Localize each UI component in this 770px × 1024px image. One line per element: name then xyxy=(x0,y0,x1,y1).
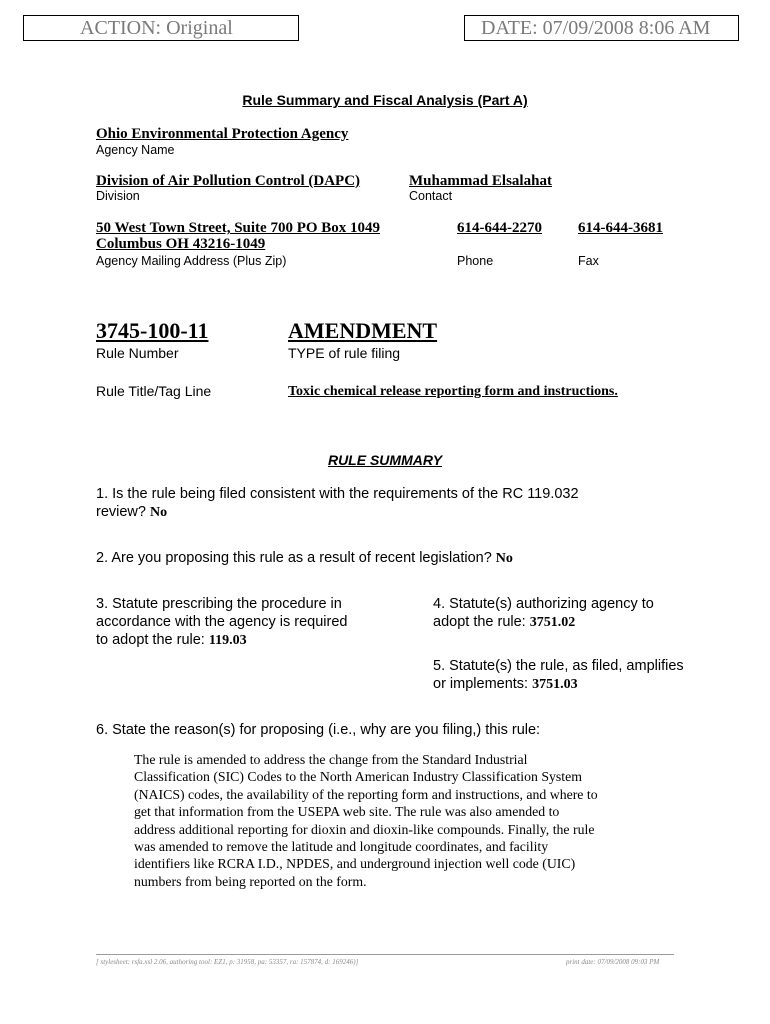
question-3-line-2: accordance with the agency is required xyxy=(96,614,348,630)
address-line-2: Columbus OH 43216-1049 xyxy=(96,236,266,252)
question-3 xyxy=(96,595,416,650)
question-4 xyxy=(433,595,733,632)
contact-name: Muhammad Elsalahat xyxy=(409,173,552,189)
question-1-line-1: 1. Is the rule being filed consistent with the requirements of the RC 119.032 xyxy=(96,486,579,502)
question-4-line-1: 4. Statute(s) authorizing agency to xyxy=(433,596,654,612)
reason-paragraph xyxy=(134,751,679,890)
footer-print-date: print date: 07/09/2008 09:03 PM xyxy=(566,958,660,966)
question-2-text: 2. Are you proposing this rule as a result of recent legislation? xyxy=(96,550,492,566)
question-1-line-2 xyxy=(96,503,716,522)
rule-summary-heading: RULE SUMMARY xyxy=(327,452,443,468)
question-3-text-3: to adopt the rule: xyxy=(96,632,205,648)
question-3-line-3 xyxy=(96,631,416,650)
footer-stylesheet-info: [ stylesheet: rsfa.xsl 2.06, authoring tool: EZ1, p: 31958, pa: 53357, ra: 157874, d: 169246)] xyxy=(96,958,359,966)
date-box xyxy=(464,15,739,41)
fax-number: 614-644-3681 xyxy=(578,220,663,236)
question-3-line-1: 3. Statute prescribing the procedure in xyxy=(96,596,342,612)
rule-type-label: TYPE of rule filing xyxy=(288,345,401,361)
fax-label: Fax xyxy=(578,254,599,268)
address-label: Agency Mailing Address (Plus Zip) xyxy=(96,254,287,268)
rule-title: Toxic chemical release reporting form and instructions. xyxy=(288,384,618,399)
question-4-answer: 3751.02 xyxy=(529,615,576,630)
rule-type: AMENDMENT xyxy=(288,318,438,343)
agency-name-label: Agency Name xyxy=(96,143,175,157)
question-2 xyxy=(96,549,716,568)
rule-title-label: Rule Title/Tag Line xyxy=(96,383,212,399)
question-6: 6. State the reason(s) for proposing (i.e., why are you filing,) this rule: xyxy=(96,722,541,738)
reason-line: was amended to remove the latitude and longitude coordinates, and facility xyxy=(134,839,549,855)
division-name: Division of Air Pollution Control (DAPC) xyxy=(96,173,361,189)
action-box xyxy=(23,15,299,41)
question-5-line-1: 5. Statute(s) the rule, as filed, amplifies xyxy=(433,658,684,674)
question-5-answer: 3751.03 xyxy=(532,677,578,692)
rule-number: 3745-100-11 xyxy=(96,318,209,343)
question-1-text-2: review? xyxy=(96,504,146,520)
reason-line: get that information from the USEPA web site. The rule was also amended to xyxy=(134,804,560,820)
question-3-answer: 119.03 xyxy=(208,633,247,648)
action-text: ACTION: Original xyxy=(80,17,233,39)
page-title: Rule Summary and Fiscal Analysis (Part A) xyxy=(242,92,528,108)
phone-number: 614-644-2270 xyxy=(457,220,542,236)
rule-number-label: Rule Number xyxy=(96,345,179,361)
agency-name: Ohio Environmental Protection Agency xyxy=(96,126,349,142)
reason-line: identifiers like RCRA I.D., NPDES, and underground injection well code (UIC) xyxy=(134,856,576,872)
division-label: Division xyxy=(96,189,140,203)
address-line-1: 50 West Town Street, Suite 700 PO Box 1049 xyxy=(96,220,381,236)
contact-label: Contact xyxy=(409,189,453,203)
question-5-line-2 xyxy=(433,675,733,694)
reason-line: numbers from being reported on the form. xyxy=(134,873,367,889)
reason-line: address additional reporting for dioxin and dioxin-like compounds. Finally, the rule xyxy=(134,821,595,837)
question-1 xyxy=(96,485,716,522)
date-text: DATE: 07/09/2008 8:06 AM xyxy=(481,17,711,39)
phone-label: Phone xyxy=(457,254,494,268)
reason-line: (NAICS) codes, the availability of the reporting form and instructions, and where to xyxy=(134,786,598,802)
question-1-answer: No xyxy=(150,505,168,520)
question-4-line-2 xyxy=(433,613,733,632)
question-2-answer: No xyxy=(495,551,513,566)
question-4-text-2: adopt the rule: xyxy=(433,614,526,630)
question-5-text-2: or implements: xyxy=(433,676,529,692)
question-5 xyxy=(433,657,733,694)
reason-line: The rule is amended to address the change from the Standard Industrial xyxy=(134,752,528,767)
reason-line: Classification (SIC) Codes to the North American Industry Classification System xyxy=(134,769,582,785)
footer-divider xyxy=(96,954,674,955)
